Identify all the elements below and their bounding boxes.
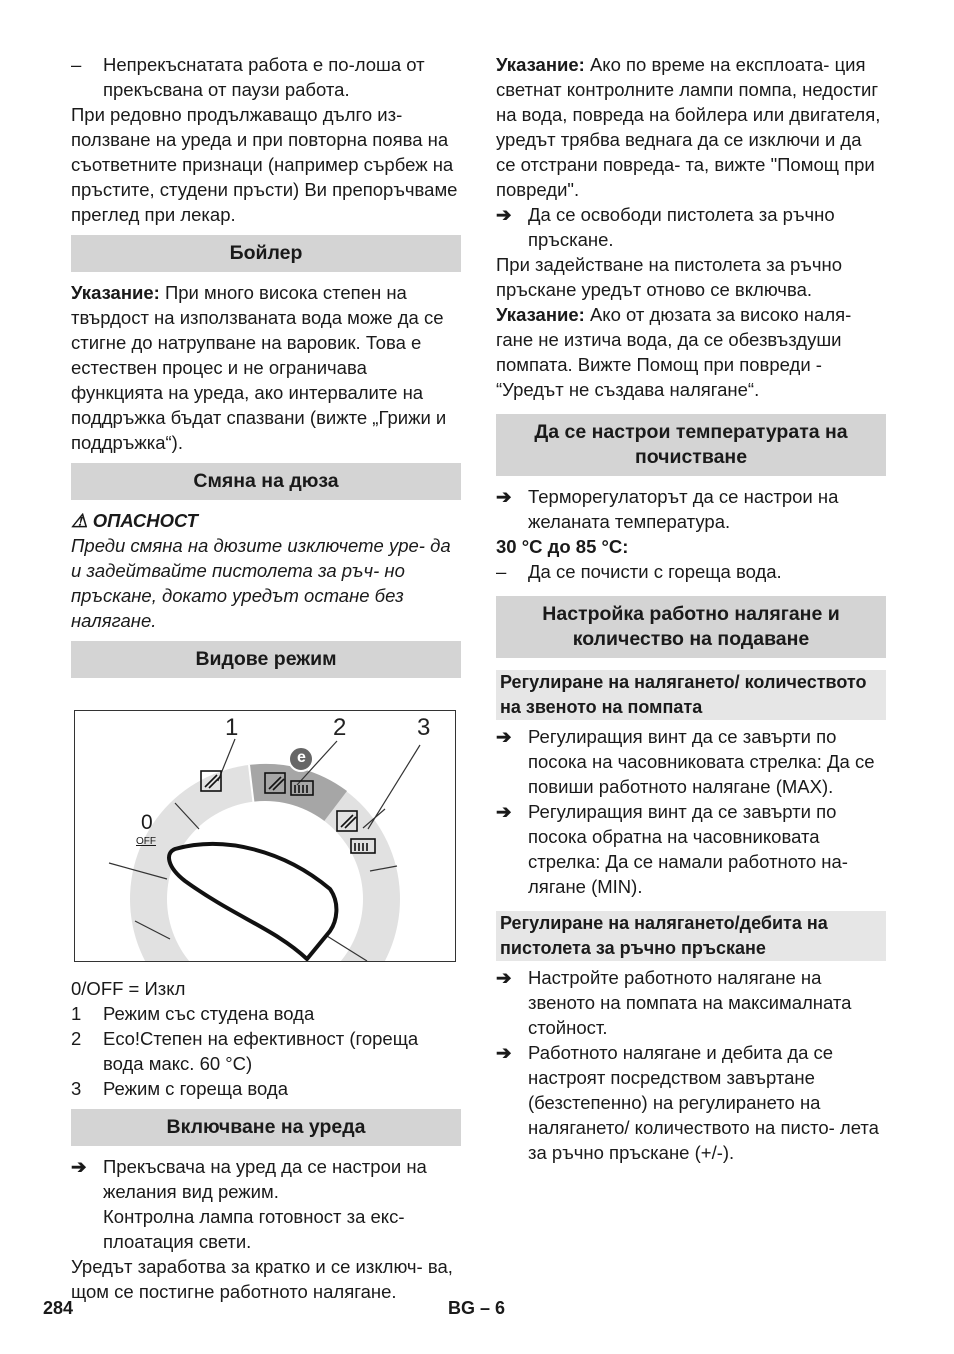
boiler-note-text: При много висока степен на твърдост на използваната вода може да се стигне до натрупване на варовик. Това е естествен процес и не ограничава функцията на уреда, ако интервалите на поддръжка бъдат спазвани (вижте „Грижи и поддръжка“). xyxy=(71,282,447,453)
instruction-result xyxy=(71,1204,461,1254)
list-item-text: Да се почисти с гореща вода. xyxy=(528,561,782,582)
legend-list xyxy=(71,1001,461,1101)
note-fault xyxy=(496,52,886,202)
note-label: Указание: xyxy=(496,304,585,325)
instruction-text: Регулиращия винт да се завърти по посока обратна на часовниковата стрелка: Да се намали работното на- лягане (MIN). xyxy=(528,801,848,897)
legend-text: Eco!Степен на ефективност (гореща вода макс. 60 °C) xyxy=(103,1028,419,1074)
temperature-range: 30 °C до 85 °C: xyxy=(496,536,629,557)
intro-paragraph: При редовно продължаващо дълго из- ползване на уреда и при повторна поява на съответните признаци (например сърбеж на пръстите, студени пръсти) Ви препоръчваме преглед при лекар. xyxy=(71,104,458,225)
instruction-text: Да се освободи пистолета за ръчно пръскане. xyxy=(528,204,835,250)
legend-text: Режим със студена вода xyxy=(103,1003,315,1024)
instruction-text: Терморегулаторът да се настрои на желаната температура. xyxy=(528,486,839,532)
arrow-icon: ➔ xyxy=(496,486,512,507)
instruction-step xyxy=(71,1154,461,1204)
mode-number-3: 3 xyxy=(417,714,431,741)
section-heading-switch-on: Включване на уреда xyxy=(71,1109,461,1146)
note-pump xyxy=(496,302,886,402)
switch-on-paragraph: Уредът заработва за кратко и се изключ- ва, щом се постигне работното налягане. xyxy=(71,1256,453,1302)
danger-text: Преди смяна на дюзите изключете уре- да и задейтвайте пистолета за ръч- но пръскане, докато уредът остане без налягане. xyxy=(71,535,451,631)
instruction-result-text: Контролна лампа готовност за екс- плоатация свети. xyxy=(103,1206,405,1252)
note-label: Указание: xyxy=(71,282,160,303)
legend-off: 0/OFF = Изкл xyxy=(71,978,186,999)
instruction-text: Прекъсвача на уред да се настрои на желания вид режим. xyxy=(103,1156,427,1202)
restart-paragraph: При задействане на пистолета за ръчно пръскане уредът отново се включва. xyxy=(496,254,842,300)
off-label: OFF xyxy=(136,836,156,847)
legend-number: 2 xyxy=(71,1028,82,1049)
section-page-label: BG – 6 xyxy=(448,1298,506,1318)
danger-heading xyxy=(71,508,461,533)
note-pump-text: Ако от дюзата за високо наля- гане не изтича вода, да се обезвъздуши помпата. Вижте Помощ при повреди - “Уредът не създава налягане“. xyxy=(496,304,852,400)
section-heading-nozzle: Смяна на дюза xyxy=(71,463,461,500)
arrow-icon: ➔ xyxy=(496,726,512,747)
arrow-icon: ➔ xyxy=(496,204,512,225)
instruction-step xyxy=(496,484,886,534)
legend-item xyxy=(71,1026,461,1076)
instruction-step xyxy=(496,799,886,899)
instruction-step xyxy=(496,724,886,799)
legend-item xyxy=(71,1001,461,1026)
dash-marker: – xyxy=(496,561,507,582)
note-label: Указание: xyxy=(496,54,585,75)
arrow-icon: ➔ xyxy=(496,801,512,822)
instruction-step xyxy=(496,202,886,252)
dash-marker: – xyxy=(71,54,82,75)
arrow-icon: ➔ xyxy=(496,967,512,988)
instruction-text: Работното налягане и дебита да се настроят посредством завъртане (безстепенно) на регулирането на налягането/ количеството на писто- лета за ръчно пръскане (+/-). xyxy=(528,1042,879,1163)
legend-item xyxy=(71,1076,461,1101)
section-heading-temperature: Да се настрои температурата на почистване xyxy=(496,414,886,476)
boiler-note xyxy=(71,280,461,455)
eco-badge-letter: e xyxy=(297,749,306,766)
list-item xyxy=(496,559,886,584)
list-item xyxy=(71,52,461,102)
section-heading-pressure: Настройка работно налягане и количество на подаване xyxy=(496,596,886,658)
instruction-text: Регулиращия винт да се завърти по посока на часовниковата стрелка: Да се повиши работното налягане (MAX). xyxy=(528,726,875,797)
legend-text: Режим с гореща вода xyxy=(103,1078,289,1099)
instruction-text: Настройте работното налягане на звеното на помпата на максималната стойност. xyxy=(528,967,852,1038)
mode-number-1: 1 xyxy=(225,714,239,741)
subheading-pump: Регулиране на налягането/ количеството на звеното на помпата xyxy=(496,670,886,720)
left-column xyxy=(71,52,461,1304)
warning-icon: ⚠ xyxy=(71,510,88,531)
legend-number: 3 xyxy=(71,1078,82,1099)
legend-number: 1 xyxy=(71,1003,82,1024)
note-fault-text: Ако по време на експлоата- ция светнат контролните лампи помпа, недостиг на вода, повреда на бойлера или двигателя, уредът трябва веднага да се изключи и да се отстрани повреда- та, вижте "Помощ при повреди". xyxy=(496,54,881,200)
section-heading-modes: Видове режим xyxy=(71,641,461,678)
instruction-step xyxy=(496,1040,886,1165)
arrow-icon: ➔ xyxy=(496,1042,512,1063)
subheading-gun: Регулиране на налягането/дебита на пистолета за ръчно пръскане xyxy=(496,911,886,961)
right-column xyxy=(496,52,886,1165)
instruction-step xyxy=(496,965,886,1040)
mode-dial-illustration xyxy=(75,711,455,961)
mode-number-0: 0 xyxy=(141,811,153,834)
intro-dash-text: Непрекъснатата работа е по-лоша от прекъсвана от паузи работа. xyxy=(103,54,425,100)
page-number: 284 xyxy=(43,1298,74,1318)
mode-number-2: 2 xyxy=(333,714,347,741)
danger-label: ОПАСНОСТ xyxy=(92,510,198,531)
arrow-icon: ➔ xyxy=(71,1156,87,1177)
mode-switch-figure xyxy=(74,710,456,962)
section-heading-boiler: Бойлер xyxy=(71,235,461,272)
